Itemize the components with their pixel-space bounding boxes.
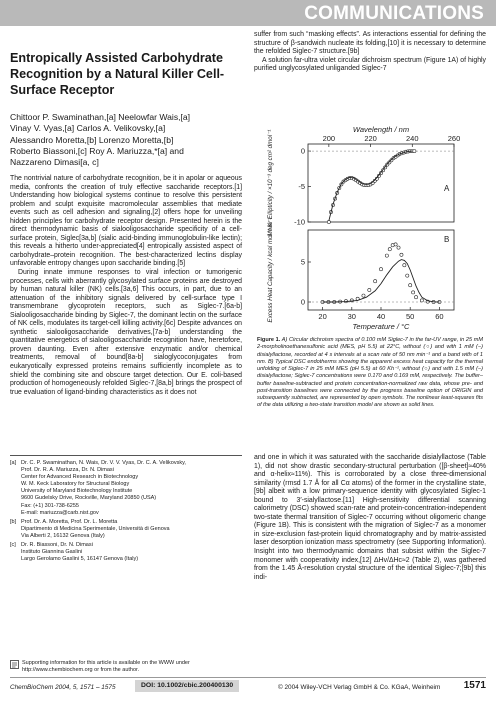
article-title: Entropically Assisted Carbohydrate Recognition by a Natural Killer Cell-Surface Receptor — [10, 51, 225, 97]
right-column-top-text — [254, 31, 486, 74]
affiliation-line: W. M. Keck Laboratory for Structural Biology — [21, 481, 130, 488]
data-point — [379, 268, 382, 271]
affiliation-label: [b] — [10, 518, 17, 525]
panel-b — [267, 218, 454, 331]
supporting-information-note — [10, 660, 242, 674]
affiliation-label: [c] — [10, 542, 16, 549]
supporting-info-icon — [10, 660, 19, 669]
affiliation-line: Instituto Giannina Gaslini — [21, 549, 83, 556]
x-tick-label: 240 — [406, 134, 419, 143]
body-paragraph: During innate immune responses to viral infection or tumorigenic processes, cells with aberrantly glycosylated surface proteins are destroyed by human natural killer (NK) cells.[3a,6] This occurs, in part, due to an attenuation of the inhibitory signals delivered by cell-surface type I transmembrane glycoprotein receptors, such as Siglec-7.[6a-b] Sialooligosaccharide binding by Siglec-7, the dominant lectin on the surface of NK cells, modulates its target-cell killing activity.[6c] Despite advances on synthetic sialooligosaccharide derivatives,[7a-b] understanding the quantitative energetics of sialooligosaccharide recognition have, heretofore, proven daunting. Even after extensive enzymatic and/or chemical treatments, removal of bound[8a-b] sialoglycoconjugates from eukaryotically expressed proteins remains sufficiently incomplete as to shield the combining site and obscure target detection. Our E. coli-based production of homogeneously refolded Siglec-7,[8a,b] brings the prospect of true evaluation of ligand-binding characteristics as it does not — [10, 269, 242, 396]
affiliation-line: Center for Advanced Research in Biotechnology — [21, 474, 139, 481]
x-tick-label: 50 — [406, 312, 415, 321]
data-point — [400, 253, 403, 256]
footer-copyright: © 2004 Wiley-VCH Verlag GmbH & Co. KGaA, Weinheim — [278, 684, 441, 691]
affiliation-line: Dr. R. Biassoni, Dr. N. Dimasi — [21, 542, 93, 549]
author-line: Nazzareno Dimasi[a, c] — [10, 157, 99, 168]
author-line: Vinay V. Vyas,[a] Carlos A. Velikovsky,[a] — [10, 123, 166, 134]
data-point — [327, 220, 330, 223]
data-point — [362, 294, 365, 297]
supporting-info-text[interactable]: Supporting information for this article is available on the WWW under http://www.chembiochem.org or from the author. — [22, 660, 190, 673]
data-point — [397, 246, 400, 249]
x-tick-label: 200 — [322, 134, 336, 143]
body-paragraph: A solution far-ultra violet circular dichroism spectrum (Figure 1A) of highly purified unglycosylated unliganded Siglec-7 — [254, 56, 486, 73]
series-line — [323, 260, 440, 302]
affiliation-email[interactable]: E-mail: mariuzza@carb.nist.gov — [21, 509, 99, 516]
affiliation-line: Prof. Dr. A. Moretta, Prof. Dr. L. Moretta — [21, 518, 118, 525]
author-line: Alessandro Moretta,[b] Lorenzo Moretta,[b] — [10, 134, 174, 145]
affiliation-line: Fax: (+1) 301-738-6255 — [21, 502, 79, 509]
x-tick-label: 40 — [376, 312, 386, 321]
data-point — [374, 280, 377, 283]
affiliation-divider — [10, 455, 242, 456]
panel-letter: A — [444, 183, 450, 193]
affiliation-c — [10, 542, 242, 563]
x-axis-label: Wavelength / nm — [352, 125, 410, 134]
data-point — [388, 248, 391, 251]
data-point — [413, 149, 416, 152]
data-point — [385, 254, 388, 257]
affiliation-b — [10, 519, 242, 540]
affiliation-label: [a] — [10, 460, 17, 466]
x-tick-label: 260 — [447, 134, 461, 143]
footer-divider — [10, 677, 486, 678]
journal-section-title: COMMUNICATIONS — [304, 3, 484, 24]
left-column-text — [10, 175, 242, 397]
y-axis-label: Molar Ellipticity / ×10⁻³ deg cm² dmol⁻¹ — [267, 129, 274, 237]
figure-caption-label: Figure 1. — [257, 337, 281, 343]
affiliation-line: Dr. C. P. Swaminathan, N. Wais, Dr. V. V. Vyas, Dr. C. A. Velikovsky, — [21, 460, 186, 466]
panel-a — [267, 125, 460, 236]
body-paragraph: and one in which it was saturated with the saccharide disialyllactose (Table 1), did not show drastic secondary-structural perturbation ([β-sheet]≈40% and α-helix≈11%). This is corroborated by a close three-dimensional similarity (rmsd 1.7 Å for all Cα atoms) of the former in the crystalline state,[9b] albeit with a low primary-sequence identity with glycosylated Siglec-1 bound to 3′-sialyllactose.[11] High-sensitivity differential scanning calorimetry (DSC) showed scan-rate and protein-concentration-independent two-state thermal transition of Siglec-7 occurring without oligomeric change (Figure 1B). This is consistent with the migration of Siglec-7 as a monomer in size-exclusion fast-protein liquid chromatography and by matrix-assisted laser desorption ionization mass spectrometry (see Supporting Information). Insight into two thermodynamic domains that subsist within the Siglec-7 monomer with cooperativity index,[12] ΔHv/ΔHc≈2 (Table 2), was gathered from the 1.45 Å-resolution crystal structure of the identical Siglec-7;[9b] this indi- — [254, 454, 486, 581]
body-paragraph: suffer from such “masking effects”. As interactions essential for defining the structure of β-sandwich nucleate its folding,[10] it is necessary to determine the refolded Siglec-7 structure.[9b] — [254, 31, 486, 56]
affiliation-a — [10, 460, 242, 517]
author-line: Roberto Biassoni,[c] Roy A. Mariuzza,*[a] and — [10, 145, 184, 156]
x-axis-label: Temperature / °C — [352, 322, 410, 331]
y-axis-label: Excess Heat Capacity / kcal mol⁻¹ K⁻¹ — [267, 217, 274, 323]
affiliation-line: Via Alberti 2, 16132 Genova (Italy) — [21, 532, 105, 539]
x-tick-label: 220 — [364, 134, 377, 143]
affiliation-line: Largo Gerolamo Gaslini 5, 16147 Genova (Italy) — [21, 556, 139, 563]
author-list — [10, 112, 242, 168]
footer-doi[interactable]: DOI: 10.1002/cbic.200400130 — [135, 680, 239, 692]
data-point — [368, 288, 371, 291]
x-tick-label: 30 — [347, 312, 356, 321]
plot-frame — [308, 144, 454, 222]
affiliation-line: University of Maryland Biotechnology Institute — [21, 488, 133, 495]
data-point — [420, 299, 423, 302]
y-tick-label: -10 — [294, 217, 305, 227]
x-tick-label: 60 — [435, 312, 444, 321]
x-tick-label: 20 — [318, 312, 327, 321]
page-footer — [10, 681, 486, 693]
data-point — [414, 296, 417, 299]
figure-1-chart — [254, 124, 486, 336]
panel-letter: B — [444, 235, 450, 244]
y-tick-label: 0 — [300, 146, 305, 156]
affiliation-line: Dipartimento di Medicina Sperimentale, Università di Genova — [21, 525, 170, 532]
affiliation-line: Prof. Dr. R. A. Mariuzza, Dr. N. Dimasi — [21, 467, 114, 474]
affiliation-line: 9600 Gudelsky Drive, Rockville, Maryland 20850 (USA) — [21, 495, 157, 502]
data-point — [394, 243, 397, 246]
body-paragraph: The nontrivial nature of carbohydrate recognition, be it in apolar or aqueous media, confronts the creation of truly effective saccharide receptors.[1] Understanding how biological systems continue to resolve this persistent problem and sculpt exquisite macromolecular assemblies that mediate events such as cell adhesion and signaling,[2] offers hope for unveiling hidden principles for carbohydrate receptor design. Presented herein is the direct thermodynamic basis of sialooligosaccharide specificity of a cell-surface protein, Siglec[3a,b] (sialic acid-binding immunoglobulin-like lectin); this reveals a hitherto under-appreciated[4] entropically assisted aspect of carbohydrate–protein recognition. The best-characterized lectins display unfavorable entropy changes upon saccharide binding.[5] — [10, 175, 242, 268]
y-tick-label: 5 — [300, 257, 305, 267]
data-point — [403, 264, 406, 267]
y-tick-label: -5 — [298, 182, 305, 192]
data-point — [412, 291, 415, 294]
data-point — [409, 284, 412, 287]
data-point — [406, 274, 409, 277]
y-tick-label: 0 — [300, 297, 305, 307]
footer-journal-citation: ChemBioChem 2004, 5, 1571 – 1575 — [10, 684, 116, 691]
figure-caption-text: A) Circular dichroism spectra of 0.100 mM Siglec-7 in the far-UV range, in 25 mM 2-morpholinoethanesulfonic acid (MES, pH 5.5) at 22°C, without (○) and with 1 mM (−) disialyllactose, recorded at 4 s intervals at a scan rate of 50 nm min⁻¹ and a band with of 1 nm. B) Typical DSC endotherms showing the apparent excess heat capacity for the thermal unfolding of Siglec-7 in 25 mM MES (pH 5.5) at 60 Kh⁻¹, without (○) and with 1.5 mM (−) disialyllactose; Siglec-7 concentrations were 0.170 and 0.169 mM, respectively. The buffer–buffer baseline-subtracted and protein concentration-normalized raw data, whose pre- and post-transition baselines were connected by the progress baseline option of ORIGIN and subsequently subtracted, are represented by open symbols. The nonlinear least-squares fits of the data utilizing a two-state transition model are shown as solid lines. — [257, 337, 484, 409]
author-line: Chittoor P. Swaminathan,[a] Neelowfar Wais,[a] — [10, 112, 191, 122]
page-number: 1571 — [463, 680, 486, 691]
right-column-bottom-text — [254, 454, 486, 582]
affiliation-block — [10, 460, 242, 565]
figure-caption — [257, 337, 483, 410]
